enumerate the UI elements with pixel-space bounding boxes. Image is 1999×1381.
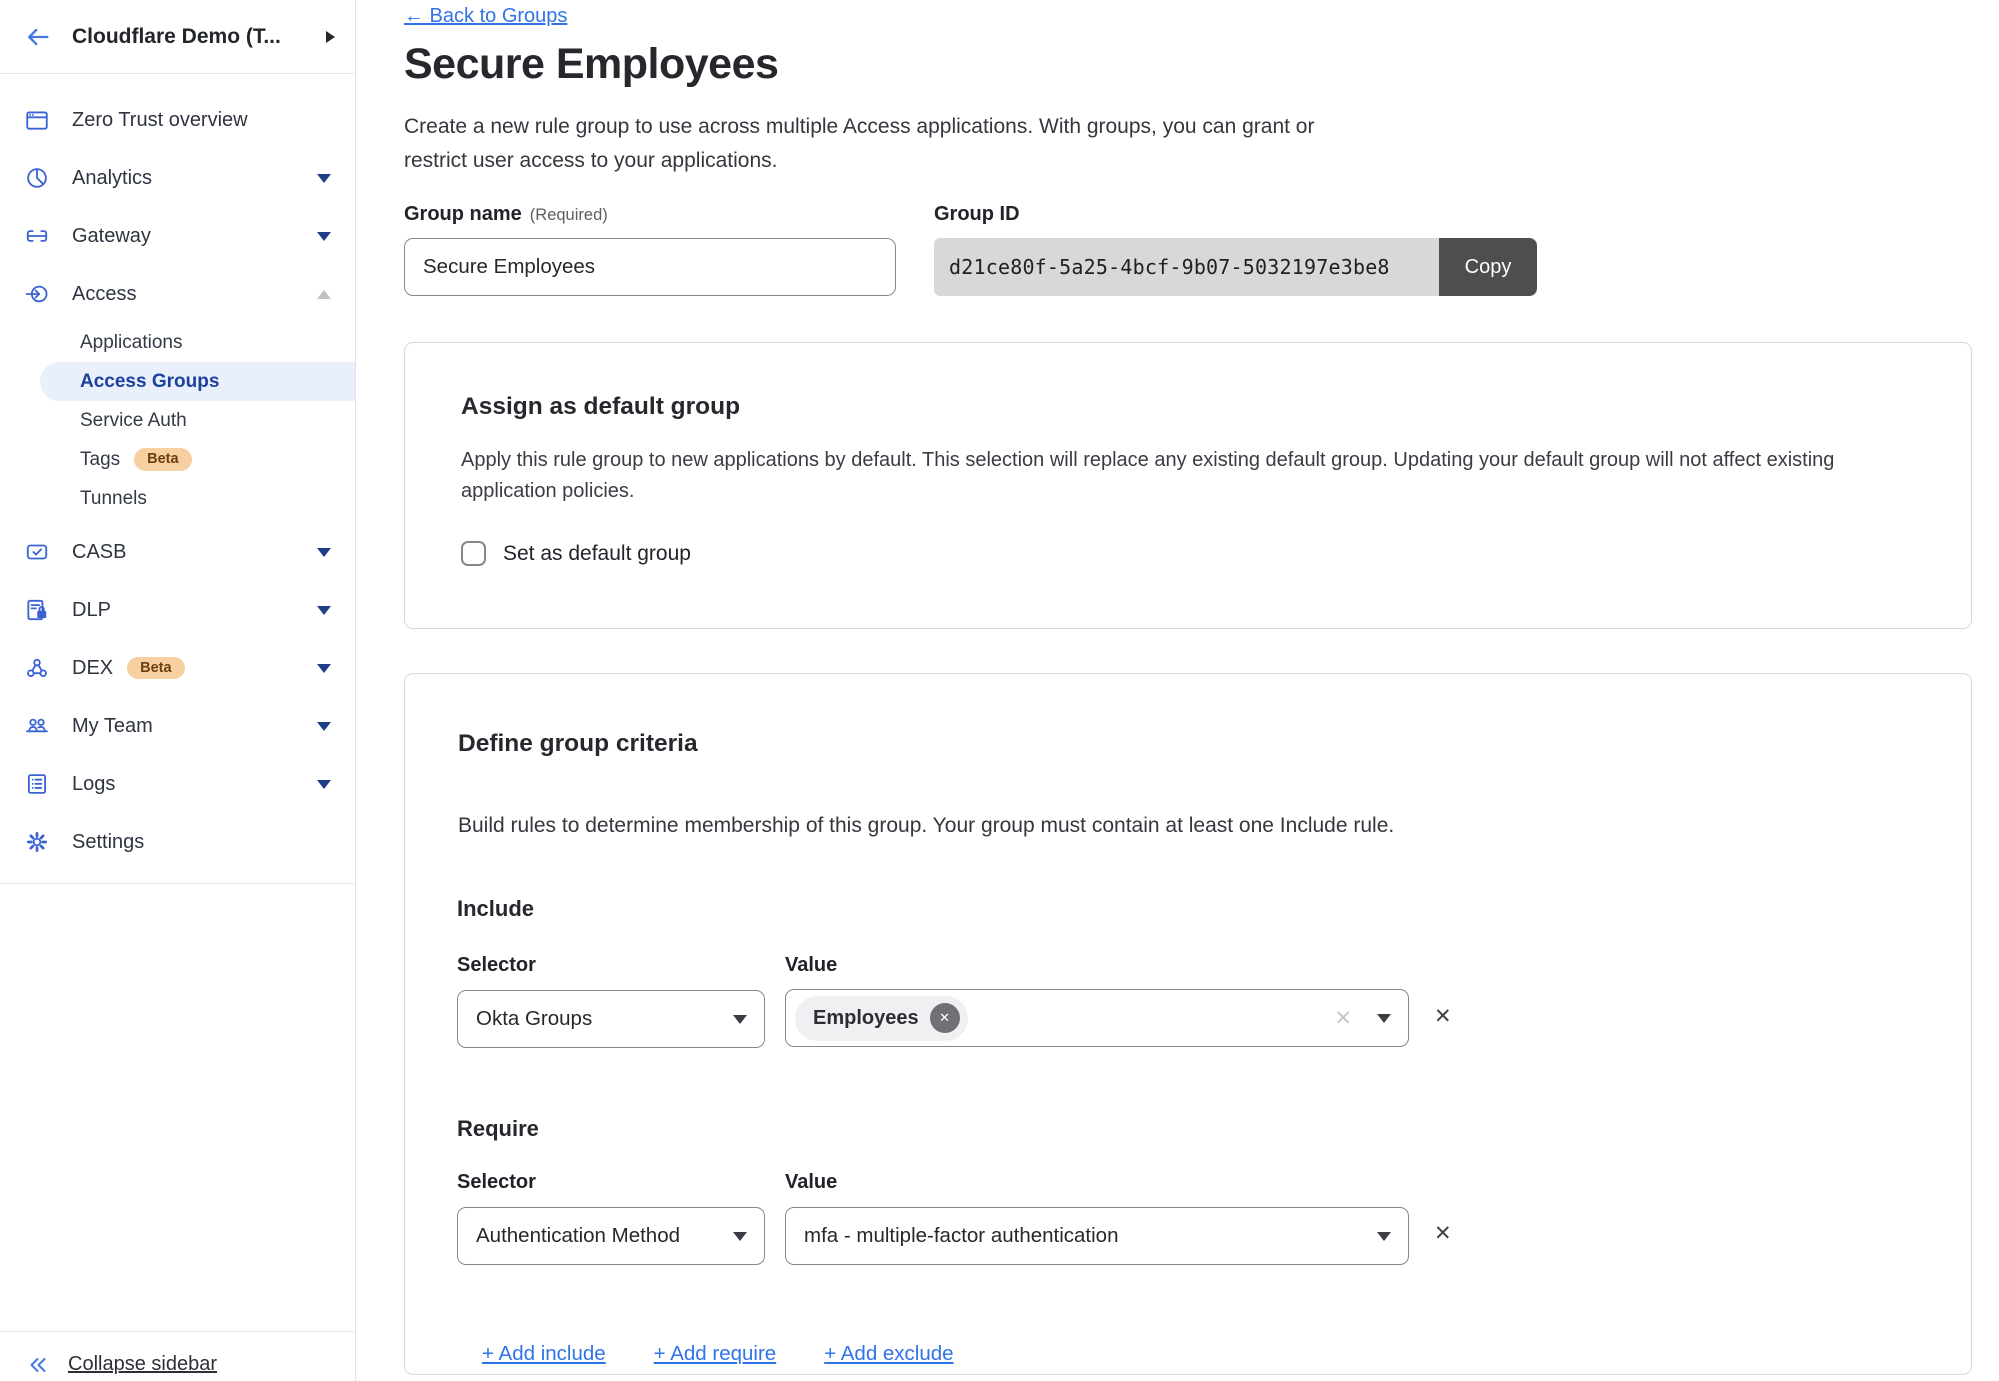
beta-badge: Beta <box>127 657 184 680</box>
window-icon <box>24 107 50 133</box>
chevron-down-icon <box>317 232 331 241</box>
add-exclude-link[interactable]: + Add exclude <box>824 1342 954 1365</box>
include-selector-dropdown[interactable] <box>457 990 765 1048</box>
sidebar-nav <box>0 74 355 884</box>
group-name-label-text: Group name <box>404 203 522 225</box>
add-require-link[interactable]: + Add require <box>653 1342 777 1365</box>
value-chip <box>795 996 968 1041</box>
default-card-title: Assign as default group <box>461 393 741 420</box>
sidebar-item-tunnels[interactable] <box>0 479 355 518</box>
gear-icon <box>24 829 50 855</box>
sidebar-item-label: DLP <box>72 598 111 621</box>
expand-account-icon[interactable] <box>326 31 335 43</box>
criteria-card-body: Build rules to determine membership of this group. Your group must contain at least one Include rule. <box>458 814 1395 837</box>
sidebar-item-service-auth[interactable] <box>0 401 355 440</box>
sidebar-item-label: Tags <box>80 448 121 470</box>
sidebar-item-tags[interactable] <box>0 440 355 479</box>
back-arrow-icon[interactable] <box>24 23 52 51</box>
chevron-up-icon <box>317 290 331 299</box>
group-name-label <box>404 203 608 226</box>
criteria-card-title: Define group criteria <box>458 730 698 757</box>
include-value-multiselect[interactable] <box>785 989 1409 1047</box>
logs-icon <box>24 771 50 797</box>
chevron-down-icon <box>733 1015 747 1024</box>
sidebar-item-label: Analytics <box>72 166 153 189</box>
set-default-checkbox[interactable] <box>461 541 486 566</box>
chevron-down-icon <box>733 1232 747 1241</box>
double-chevron-left-icon <box>26 1353 50 1377</box>
sidebar-item-access-groups[interactable] <box>40 362 355 401</box>
dex-icon <box>24 655 50 681</box>
sidebar-item-label: Tunnels <box>80 487 147 509</box>
criteria-card <box>404 673 1972 1375</box>
sidebar-item-label: Applications <box>80 331 183 353</box>
sidebar-item-label: Access <box>72 282 137 305</box>
require-value-label: Value <box>785 1171 838 1193</box>
chevron-down-icon <box>317 548 331 557</box>
page-title: Secure Employees <box>404 40 779 88</box>
chevron-down-icon <box>317 174 331 183</box>
sidebar-item-casb[interactable] <box>0 523 355 581</box>
require-value-text: mfa - multiple-factor authentication <box>804 1224 1119 1247</box>
group-name-input[interactable] <box>404 238 896 296</box>
chevron-down-icon <box>317 722 331 731</box>
remove-require-rule-icon[interactable]: ✕ <box>1434 1222 1452 1245</box>
back-to-groups-link[interactable]: ← Back to Groups <box>404 5 568 27</box>
sidebar-item-label: Service Auth <box>80 409 187 431</box>
chevron-down-icon <box>317 780 331 789</box>
sidebar-item-zero-trust-overview[interactable] <box>0 91 355 149</box>
sidebar-item-label: Settings <box>72 830 145 853</box>
chip-label: Employees <box>813 1006 919 1029</box>
sidebar <box>0 0 356 1381</box>
sidebar-item-applications[interactable] <box>0 323 355 362</box>
dlp-icon <box>24 597 50 623</box>
sidebar-item-dex[interactable] <box>0 639 355 697</box>
sidebar-item-dlp[interactable] <box>0 581 355 639</box>
add-include-link[interactable]: + Add include <box>482 1342 606 1365</box>
group-id-label: Group ID <box>934 203 1020 225</box>
sidebar-item-label: My Team <box>72 714 153 737</box>
sidebar-divider <box>0 883 355 884</box>
casb-icon <box>24 539 50 565</box>
chevron-down-icon <box>1377 1232 1391 1241</box>
sidebar-item-analytics[interactable] <box>0 149 355 207</box>
required-hint: (Required) <box>529 206 608 224</box>
sidebar-header <box>0 0 355 74</box>
group-id-value: d21ce80f-5a25-4bcf-9b07-5032197e3be8 <box>949 255 1390 279</box>
team-icon <box>24 713 50 739</box>
require-heading: Require <box>457 1116 539 1141</box>
sidebar-item-label: CASB <box>72 540 127 563</box>
main-content <box>357 0 1999 1381</box>
sidebar-item-label: Zero Trust overview <box>72 108 248 131</box>
group-id-field <box>934 238 1537 296</box>
require-value-dropdown[interactable] <box>785 1207 1409 1265</box>
sidebar-item-label: DEX <box>72 656 114 679</box>
sidebar-item-settings[interactable] <box>0 813 355 871</box>
page-description: Create a new rule group to use across multiple Access applications. With groups, you can grant or restrict user access to your applications. <box>404 115 1315 172</box>
account-title: Cloudflare Demo (T... <box>72 24 281 48</box>
chevron-down-icon <box>317 664 331 673</box>
chevron-down-icon <box>317 606 331 615</box>
beta-badge: Beta <box>134 448 191 471</box>
clear-value-icon[interactable]: ✕ <box>1334 1006 1352 1030</box>
include-selector-value: Okta Groups <box>476 1007 593 1030</box>
sidebar-item-label: Logs <box>72 772 116 795</box>
include-selector-label: Selector <box>457 954 536 976</box>
access-icon <box>24 281 50 307</box>
add-rule-links <box>482 1342 954 1366</box>
sidebar-item-label: Access Groups <box>80 370 220 392</box>
require-selector-dropdown[interactable] <box>457 1207 765 1265</box>
chip-remove-icon[interactable]: ✕ <box>930 1003 960 1033</box>
sidebar-item-label: Gateway <box>72 224 151 247</box>
chevron-down-icon <box>1377 1014 1391 1023</box>
default-group-card <box>404 342 1972 629</box>
remove-include-rule-icon[interactable]: ✕ <box>1434 1005 1452 1028</box>
gateway-icon <box>24 223 50 249</box>
sidebar-item-access[interactable] <box>0 265 355 323</box>
default-card-body: Apply this rule group to new applications by default. This selection will replace any existing default group. Updating your default group will not affect existing application policies. <box>461 449 1835 502</box>
sidebar-item-logs[interactable] <box>0 755 355 813</box>
sidebar-item-my-team[interactable] <box>0 697 355 755</box>
include-value-label: Value <box>785 954 838 976</box>
collapse-sidebar-button[interactable] <box>0 1331 355 1381</box>
set-default-checkbox-row[interactable] <box>461 541 691 566</box>
copy-button[interactable]: Copy <box>1439 238 1537 296</box>
include-heading: Include <box>457 896 535 921</box>
sidebar-item-gateway[interactable] <box>0 207 355 265</box>
set-default-label: Set as default group <box>503 541 691 565</box>
pie-chart-icon <box>24 165 50 191</box>
require-selector-label: Selector <box>457 1171 536 1193</box>
collapse-sidebar-label: Collapse sidebar <box>68 1353 217 1375</box>
require-selector-value: Authentication Method <box>476 1224 680 1247</box>
